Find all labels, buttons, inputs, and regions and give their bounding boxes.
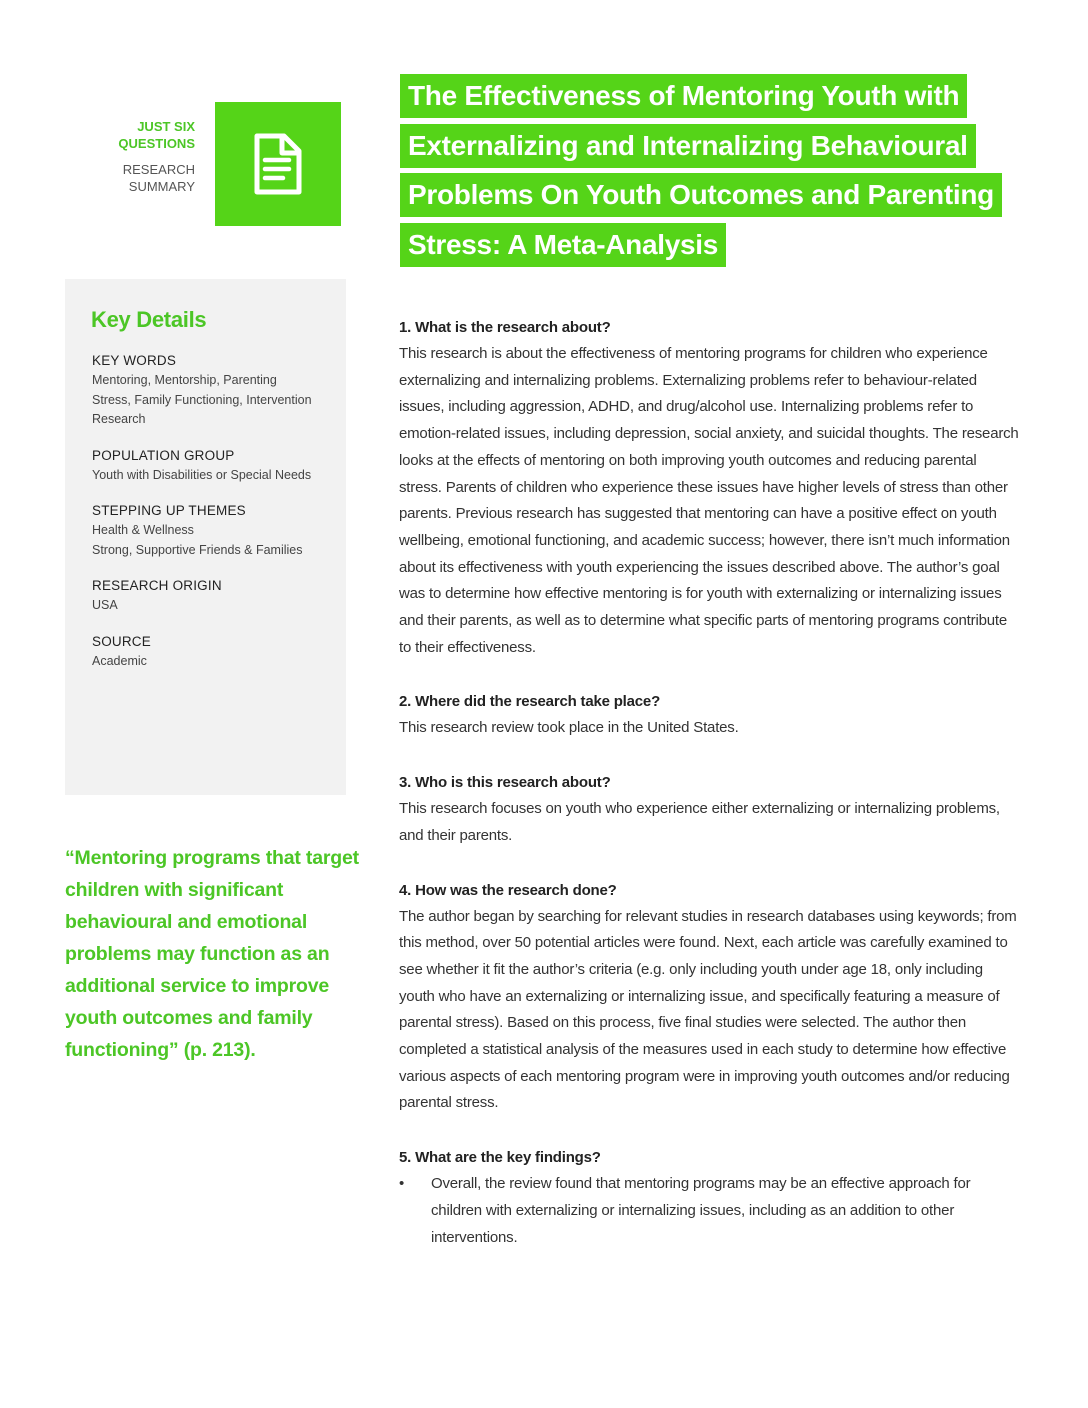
key-details-list [92,351,332,687]
detail-label: RESEARCH ORIGIN [92,578,222,593]
document-icon [253,133,303,195]
title-line: Problems On Youth Outcomes and Parenting [400,173,1002,217]
main-content [399,314,1019,1278]
title-line: Externalizing and Internalizing Behavioural [400,124,976,168]
question-answer: The author began by searching for relevant studies in research databases using keywords; from this method, over 50 potential articles were found. Next, each article was carefully examined to see whether it fit the author’s criteria (e.g. only including youth under age 18, only including youth who have an externalizing or internalizing issue, and specifically featuring a measure of parental stress). Based on this process, five final studies were selected. The author then completed a statistical analysis of the measures used in each study to determine how effective various aspects of each mentoring program were in improving youth outcomes and/or reducing parental stress. [399,907,1017,1112]
question-answer: This research focuses on youth who experience either externalizing or internalizing problems, and their parents. [399,800,1000,844]
question-heading: 2. Where did the research take place? [399,693,661,711]
detail-label: STEPPING UP THEMES [92,503,246,518]
detail-value: USA [92,598,118,612]
question-section [399,769,1019,849]
doc-type-line2: SUMMARY [128,179,195,194]
detail-label: POPULATION GROUP [92,447,235,463]
bullet-icon: • [399,1175,405,1193]
question-answer: This research is about the effectiveness of mentoring programs for children who experience externalizing and internalizing problems. Externalizing problems refer to behaviour-related issues, including aggression, ADHD, and drug/alcohol use. Internalizing problems refer to emotion-related issues, including depression, social anxiety, and suicidal thoughts. The research looks at the effects of mentoring on both improving youth outcomes and reducing parental stress. Parents of children who experience these issues have higher levels of stress than other parents. Previous research has suggested that mentoring can have a positive effect on youth wellbeing, emotional functioning, and academic success; however, there isn’t much information about its effectiveness with youth experiencing the issues described above. The author’s goal was to determine how effective mentoring is for youth with externalizing or internalizing issues and their parents, as well as to determine what specific parts of mentoring programs contribute to their effectiveness. [399,345,1019,656]
findings-list [399,1171,1019,1251]
findings-section [399,1144,1019,1251]
page-title [400,74,1040,272]
doc-type-line1: RESEARCH [122,162,195,177]
series-label [118,118,195,195]
key-details-heading: Key Details [91,307,207,332]
finding-text: Overall, the review found that mentoring programs may be an effective approach for children with externalizing or internalizing issues, including as an addition to other interventions. [431,1175,971,1246]
title-line: Stress: A Meta-Analysis [400,223,726,267]
question-heading: 4. How was the research done? [399,881,617,899]
series-name-line2: QUESTIONS [118,136,195,151]
detail-value: Academic [92,653,147,668]
question-heading: 3. Who is this research about? [399,774,611,792]
detail-value: Youth with Disabilities or Special Needs [92,467,312,482]
question-heading: 1. What is the research about? [399,319,611,336]
key-words-item [92,351,332,430]
document-tile [215,102,341,226]
detail-value: Mentoring, Mentorship, Parenting Stress, Family Functioning, Intervention Research [92,373,312,426]
research-origin-item [92,576,332,616]
key-details-panel [65,279,346,795]
detail-value: Health & Wellness Strong, Supportive Friends & Families [92,523,303,557]
themes-item [92,501,332,560]
detail-label: KEY WORDS [92,353,177,368]
title-line: The Effectiveness of Mentoring Youth with [400,74,967,118]
question-section [399,877,1019,1118]
pull-quote: “Mentoring programs that target children with significant behavioural and emotional problems may function as an additional service to improve youth outcomes and family functioning” (p. 213). [65,847,359,1061]
source-item [92,632,332,672]
population-group-item [92,446,332,486]
question-section [399,314,1019,661]
question-section [399,688,1019,742]
question-answer: This research review took place in the United States. [399,719,739,737]
series-name-line1: JUST SIX [137,119,195,134]
detail-label: SOURCE [92,633,151,649]
list-item [399,1171,1019,1251]
question-heading: 5. What are the key findings? [399,1149,601,1167]
